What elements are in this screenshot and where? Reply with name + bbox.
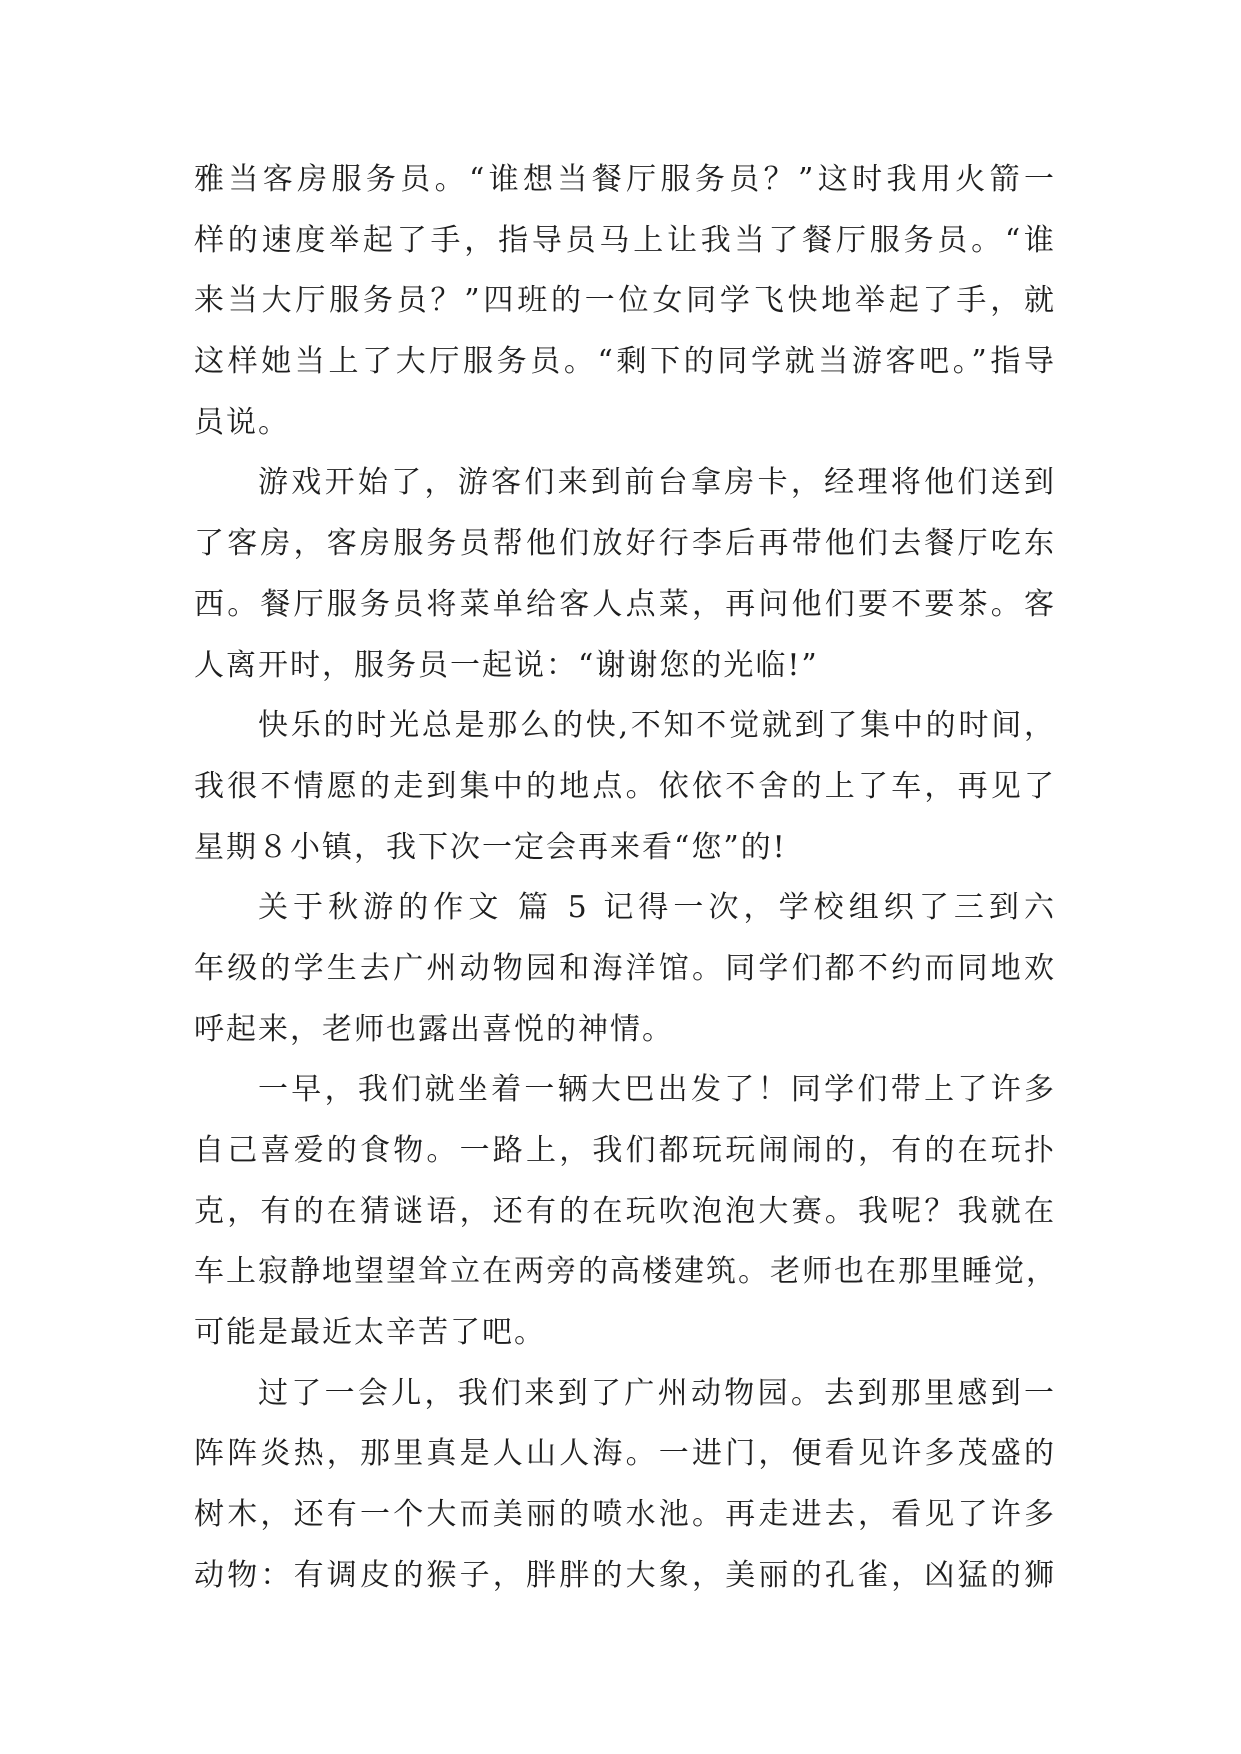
section-heading-line: 关于秋游的作文 篇 5 记得一次，学校组织了三到六	[258, 890, 1056, 926]
text-line: 阵阵炎热，那里真是人山人海。一进门，便看见许多茂盛的	[194, 1436, 1056, 1472]
text-line: 人离开时，服务员一起说：“谢谢您的光临!”	[194, 647, 819, 683]
text-line: 克，有的在猜谜语，还有的在玩吹泡泡大赛。我呢？我就在	[194, 1193, 1056, 1229]
text-line: 动物：有调皮的猴子，胖胖的大象，美丽的孔雀，凶猛的狮	[194, 1557, 1056, 1593]
text-line: 树木，还有一个大而美丽的喷水池。再走进去，看见了许多	[194, 1497, 1056, 1533]
text-line: 快乐的时光总是那么的快,不知不觉就到了集中的时间，	[258, 708, 1056, 744]
text-line: 呼起来，老师也露出喜悦的神情。	[194, 1011, 674, 1047]
text-line: 自己喜爱的食物。一路上，我们都玩玩闹闹的，有的在玩扑	[194, 1133, 1056, 1168]
text-line: 星期８小镇，我下次一定会再来看“您”的!	[194, 829, 787, 865]
text-line: 了客房，客房服务员帮他们放好行李后再带他们去餐厅吃东	[194, 526, 1056, 562]
text-line: 可能是最近太辛苦了吧。	[194, 1315, 546, 1351]
document-body	[194, 150, 1056, 1607]
text-line: 雅当客房服务员。“谁想当餐厅服务员？”这时我用火箭一	[194, 162, 1056, 197]
text-line: 西。餐厅服务员将菜单给客人点菜，再问他们要不要茶。客	[194, 586, 1056, 622]
text-line: 车上寂静地望望耸立在两旁的高楼建筑。老师也在那里睡觉，	[194, 1254, 1058, 1290]
text-line: 过了一会儿，我们来到了广州动物园。去到那里感到一	[258, 1375, 1056, 1411]
text-line: 这样她当上了大厅服务员。“剩下的同学就当游客吧。”指导	[194, 344, 1056, 380]
text-line: 一早，我们就坐着一辆大巴出发了！同学们带上了许多	[258, 1072, 1056, 1108]
text-line: 员说。	[194, 404, 290, 440]
text-line: 我很不情愿的走到集中的地点。依依不舍的上了车，再见了	[194, 768, 1056, 804]
text-line: 年级的学生去广州动物园和海洋馆。同学们都不约而同地欢	[194, 950, 1056, 986]
text-line: 样的速度举起了手，指导员马上让我当了餐厅服务员。“谁	[194, 222, 1056, 258]
text-line: 游戏开始了，游客们来到前台拿房卡，经理将他们送到	[258, 465, 1056, 501]
text-line: 来当大厅服务员？”四班的一位女同学飞快地举起了手，就	[194, 283, 1056, 319]
